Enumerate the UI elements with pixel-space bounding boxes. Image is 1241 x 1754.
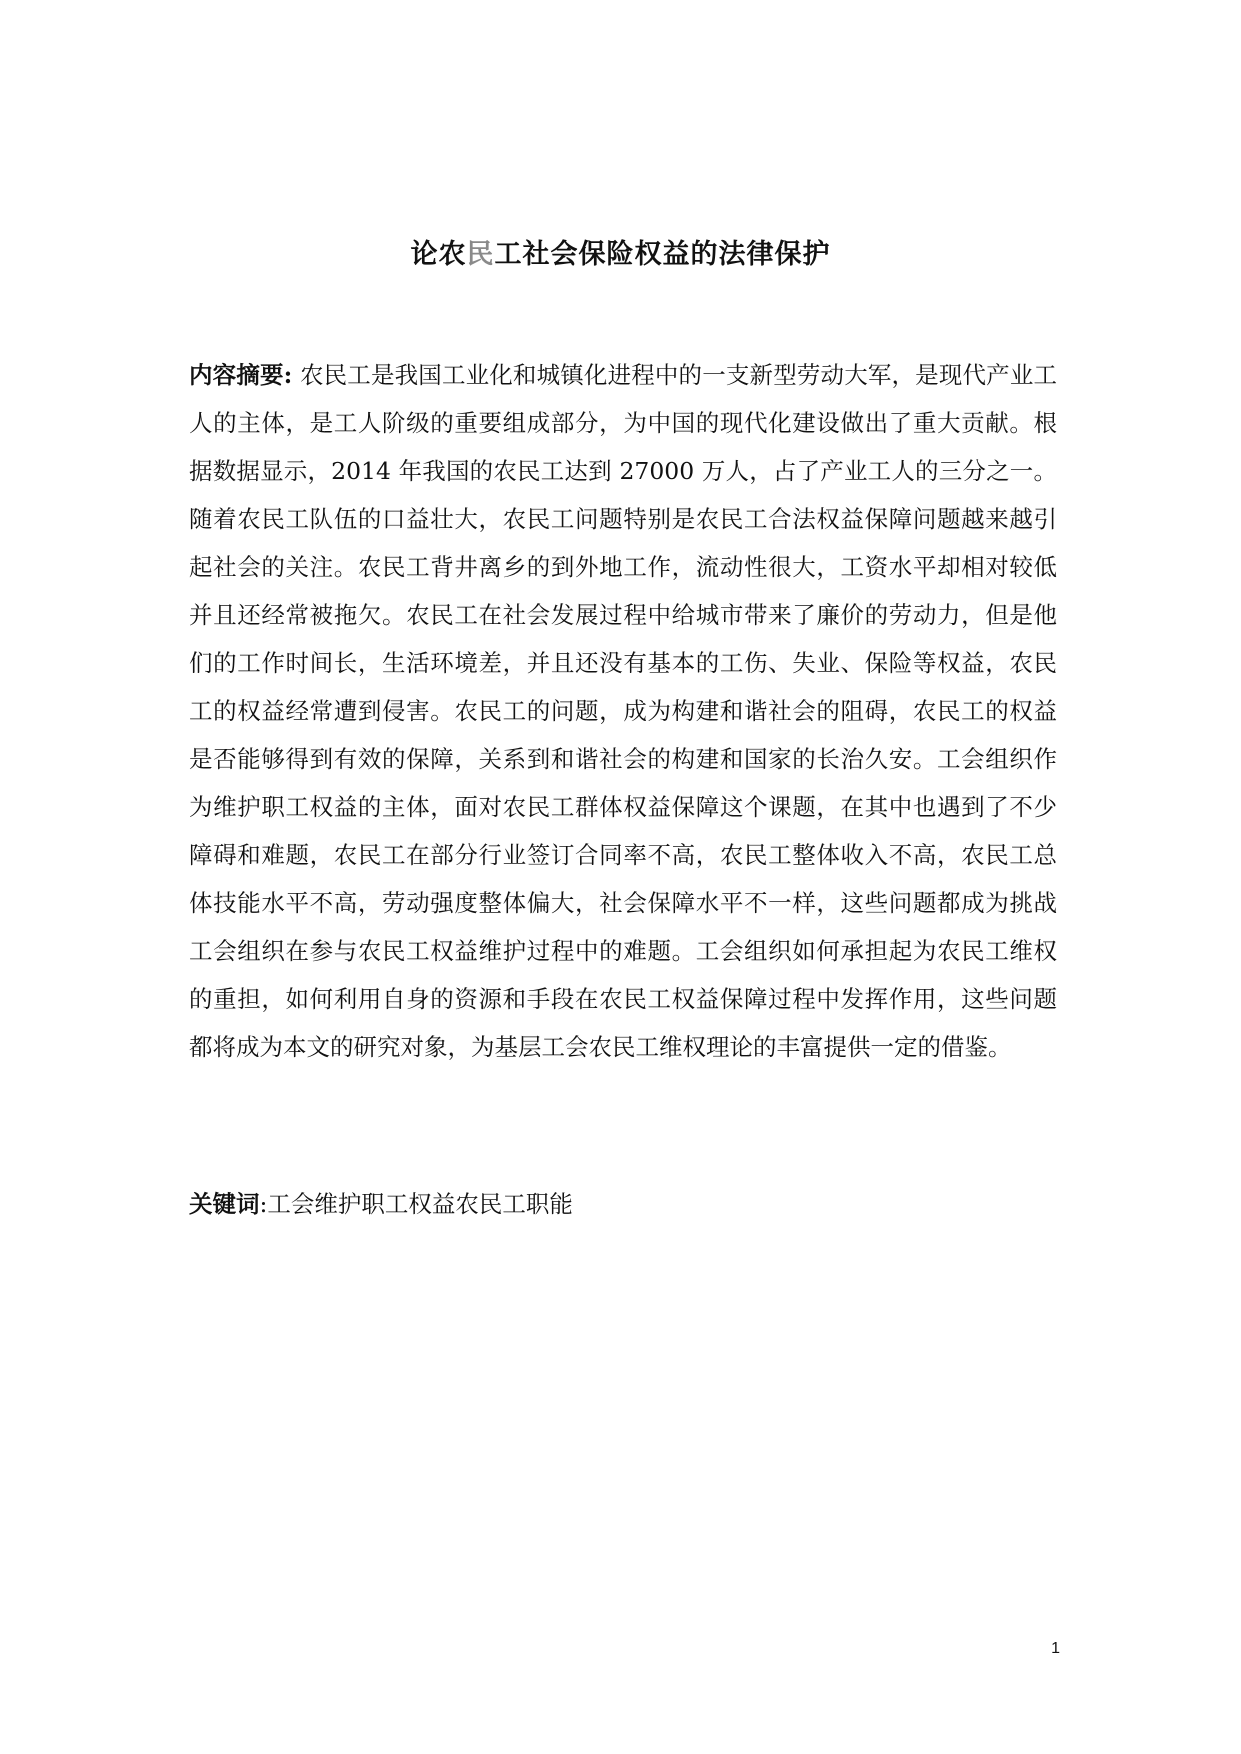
keywords-label: 关键词 bbox=[189, 1190, 260, 1218]
abstract-text: 农民工是我国工业化和城镇化进程中的一支新型劳动大军，是现代产业工人的主体，是工人阶级的重要组成部分，为中国的现代化建设做出了重大贡献。根据数据显示，2014 年我国的农民工达到 27000 万人，占了产业工人的三分之一。随着农民工队伍的口益壮大，农民工问题特别是农民工合法权益保障问题越来越引起社会的关注。农民工背井离乡的到外地工作，流动性很大，工资水平却相对较低并且还经常被拖欠。农民工在社会发展过程中给城市带来了廉价的劳动力，但是他们的工作时间长，生活环境差，并且还没有基本的工伤、失业、保险等权益，农民工的权益经常遭到侵害。农民工的问题，成为构建和谐社会的阻碍，农民工的权益是否能够得到有效的保障，关系到和谐社会的构建和国家的长治久安。工会组织作为维护职工权益的主体，面对农民工群体权益保障这个课题，在其中也遇到了不少障碍和难题，农民工在部分行业签订合同率不高，农民工整体收入不高，农民工总体技能水平不高，劳动强度整体偏大，社会保障水平不一样，这些问题都成为挑战工会组织在参与农民工权益维护过程中的难题。工会组织如何承担起为农民工维权的重担，如何利用自身的资源和手段在农民工权益保障过程中发挥作用，这些问题都将成为本文的研究对象，为基层工会农民工维权理论的丰富提供一定的借鉴。 bbox=[189, 361, 1057, 1061]
keywords-text: :工会维护职工权益农民工职能 bbox=[259, 1190, 573, 1218]
title-part-2: 民 bbox=[466, 239, 495, 270]
title-part-1: 论农 bbox=[410, 239, 467, 270]
abstract-paragraph bbox=[189, 351, 1057, 1071]
title-part-3: 工社会保险权益的法律保护 bbox=[494, 239, 831, 270]
abstract-label: 内容摘要: bbox=[189, 361, 293, 389]
page-number: 1 bbox=[1051, 1640, 1060, 1657]
paper-title bbox=[0, 232, 1241, 271]
keywords-line bbox=[189, 1180, 1057, 1228]
